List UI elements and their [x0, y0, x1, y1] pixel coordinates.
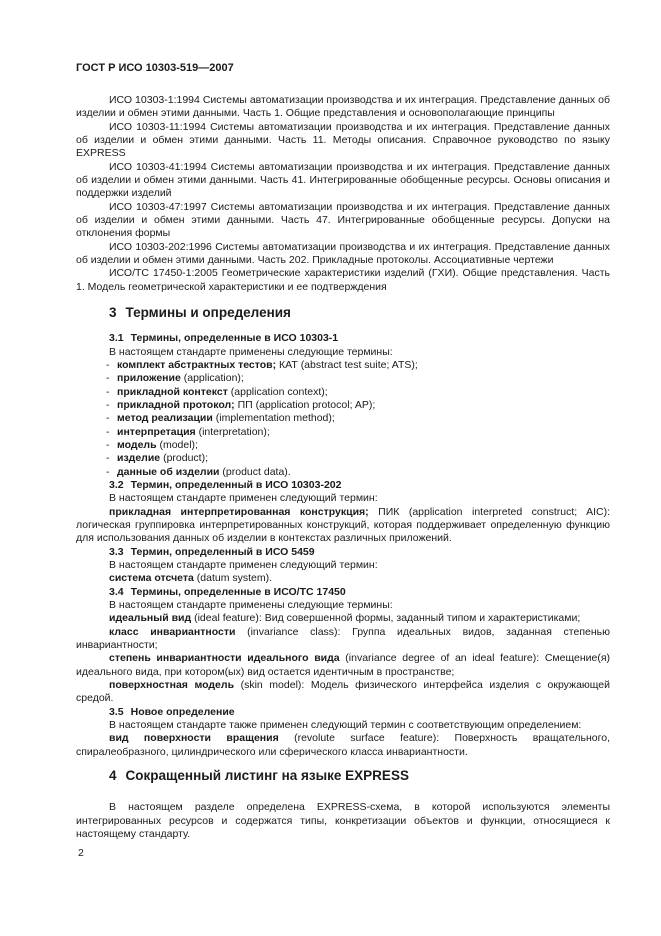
- term-rest: (interpretation);: [195, 425, 270, 438]
- subsection-3-5-intro: В настоящем стандарте также применен следующий термин с соответствующим определением:: [109, 719, 582, 732]
- definition-term: идеальный вид: [109, 612, 192, 625]
- subsection-3-1-title: [76, 332, 610, 345]
- subsection-3-3-title: [76, 546, 610, 559]
- subsection-3-5-number: 3.5: [109, 705, 124, 718]
- section-3-title: [76, 304, 610, 321]
- subsection-3-1-number: 3.1: [109, 332, 124, 345]
- term-list-item: [76, 426, 610, 439]
- definition-paragraph: [76, 732, 610, 759]
- definition-paragraph: [76, 612, 610, 625]
- definition-text: ПИК (application interpreted construct; AIC): логическая группировка интерпретированных конструкций, которая поддерживает определенную функцию для использования данных об изделии в контекстах различных приложений.: [76, 505, 610, 545]
- term-rest: КАТ (abstract test suite; ATS);: [276, 358, 418, 371]
- term-list-item: [76, 399, 610, 412]
- term-rest: (application);: [180, 372, 244, 385]
- definition-paragraph: [76, 506, 610, 546]
- reference-paragraph: ИСО 10303-47:1997 Системы автоматизации производства и их интеграция. Представление данных об изделии и обмен этими данными. Часть 47. Интегрированные обобщенные ресурсы. Допуски на отклонения формы: [76, 200, 610, 240]
- definition-term: класс инвариантности: [109, 625, 236, 638]
- subsection-3-5-label: Новое определение: [130, 705, 235, 718]
- term-bold: модель: [117, 438, 157, 451]
- document-header: ГОСТ Р ИСО 10303-519—2007: [76, 62, 234, 74]
- definition-term: поверхностная модель: [109, 679, 235, 692]
- definition-term: прикладная интерпретированная конструкция;: [109, 505, 369, 518]
- subsection-3-4-intro: В настоящем стандарте применены следующие термины:: [109, 599, 393, 612]
- definition-text: (invariance class): Группа идеальных видов, заданная степенью инвариантности;: [76, 625, 610, 652]
- section-4-label: Сокращенный листинг на языке EXPRESS: [125, 768, 409, 784]
- term-list-item: [76, 359, 610, 372]
- bullet-dash: -: [106, 438, 110, 451]
- term-list-item: [76, 372, 610, 385]
- bullet-dash: -: [106, 452, 110, 465]
- reference-paragraph: ИСО 10303-1:1994 Системы автоматизации производства и их интеграция. Представление данных об изделии и обмен этими данными. Часть 1. Общие представления и основополагающие принципы: [76, 94, 610, 120]
- term-rest: (application context);: [227, 385, 328, 398]
- bullet-dash: -: [106, 425, 110, 438]
- term-rest: (product);: [160, 452, 209, 465]
- term-rest: (implementation method);: [212, 412, 335, 425]
- section-4-number: 4: [109, 768, 117, 784]
- term-list-item: [76, 439, 610, 452]
- bullet-dash: -: [106, 358, 110, 371]
- bullet-dash: -: [106, 372, 110, 385]
- term-bold: приложение: [117, 372, 181, 385]
- term-bold: прикладной протокол;: [117, 398, 235, 411]
- section-3-number: 3: [109, 305, 117, 321]
- term-bold: интерпретация: [117, 425, 196, 438]
- subsection-3-3-intro: В настоящем стандарте применен следующий термин:: [109, 559, 378, 571]
- definition-text: (invariance degree of an ideal feature): Смещение(я) идеального вида, при котором(ых) вид остается идентичным в пространстве;: [76, 652, 610, 678]
- reference-paragraph: ИСО/ТС 17450-1:2005 Геометрические характеристики изделий (ГХИ). Общие представления. Часть 1. Модель геометрической характеристики и ее подтверждения: [76, 267, 610, 293]
- definition-paragraph: [76, 626, 610, 653]
- definition-paragraph: [76, 652, 610, 679]
- definition-term: вид поверхности вращения: [109, 732, 279, 745]
- section-3-label: Термины и определения: [125, 305, 291, 321]
- bullet-dash: -: [106, 398, 110, 411]
- reference-paragraph: ИСО 10303-202:1996 Системы автоматизации производства и их интеграция. Представление данных об изделии и обмен этими данными. Часть 202. Прикладные протоколы. Ассоциативные чертежи: [76, 240, 610, 267]
- term-list-item: [76, 452, 610, 465]
- subsection-3-2-number: 3.2: [109, 478, 124, 491]
- subsection-3-1-label: Термины, определенные в ИСО 10303-1: [130, 332, 339, 345]
- definition-paragraph: [76, 572, 610, 585]
- subsection-3-5-title: [76, 706, 610, 719]
- bullet-dash: -: [106, 465, 110, 478]
- subsection-3-1-intro: В настоящем стандарте применены следующие термины:: [109, 345, 393, 358]
- subsection-3-2-title: [76, 479, 610, 492]
- subsection-3-3-label: Термин, определенный в ИСО 5459: [130, 545, 315, 558]
- subsection-3-4-label: Термины, определенные в ИСО/ТС 17450: [130, 585, 346, 598]
- subsection-3-2-label: Термин, определенный в ИСО 10303-202: [130, 478, 342, 491]
- bullet-dash: -: [106, 412, 110, 425]
- term-list-item: [76, 412, 610, 425]
- definition-text: (ideal feature): Вид совершенной формы, заданный типом и характеристиками;: [191, 612, 581, 625]
- definition-paragraph: [76, 679, 610, 706]
- definition-term: система отсчета: [109, 572, 194, 585]
- term-rest: (product data).: [219, 465, 291, 478]
- term-rest: (model);: [156, 438, 198, 451]
- term-bold: метод реализации: [117, 412, 213, 425]
- definition-term: степень инвариантности идеального вида: [109, 652, 340, 665]
- definition-text: (skin model): Модель физического интерфейса изделия с окружающей средой.: [76, 679, 611, 705]
- reference-paragraph: ИСО 10303-41:1994 Системы автоматизации производства и их интеграция. Представление данных об изделии и обмен этими данными. Часть 41. Интегрированные обобщенные ресурсы. Основы описания и поддержки изделий: [76, 160, 610, 200]
- reference-paragraph: ИСО 10303-11:1994 Системы автоматизации производства и их интеграция. Представление данных об изделии и обмен этими данными. Часть 11. Методы описания. Справочное руководство по языку EXPRESS: [76, 120, 610, 160]
- term-bold: изделие: [117, 452, 161, 465]
- definition-text: (revolute surface feature): Поверхность вращательного, спиралеобразного, цилиндрического или сферического класса инвариантности.: [76, 732, 611, 758]
- section-4-paragraph: В настоящем разделе определена EXPRESS-схема, в которой используются элементы интегрированных ресурсов и содержатся типы, конкретизации объектов и функции, относящиеся к настоящему стандарту.: [76, 801, 610, 840]
- definition-text: (datum system).: [193, 572, 273, 585]
- page-number: 2: [78, 847, 84, 859]
- term-bold: данные об изделии: [117, 465, 220, 478]
- subsection-3-3-number: 3.3: [109, 545, 124, 558]
- content: [76, 62, 610, 841]
- subsection-3-4-number: 3.4: [109, 585, 124, 598]
- subsection-3-4-title: [76, 586, 610, 599]
- term-rest: ПП (application protocol; AP);: [234, 398, 376, 411]
- term-bold: прикладной контекст: [117, 385, 228, 398]
- term-bold: комплект абстрактных тестов;: [117, 358, 277, 371]
- subsection-3-2-intro: В настоящем стандарте применен следующий термин:: [109, 492, 378, 505]
- term-list-item: [76, 466, 610, 479]
- term-list-item: [76, 386, 610, 399]
- bullet-dash: -: [106, 385, 110, 398]
- section-4-title: [76, 767, 610, 784]
